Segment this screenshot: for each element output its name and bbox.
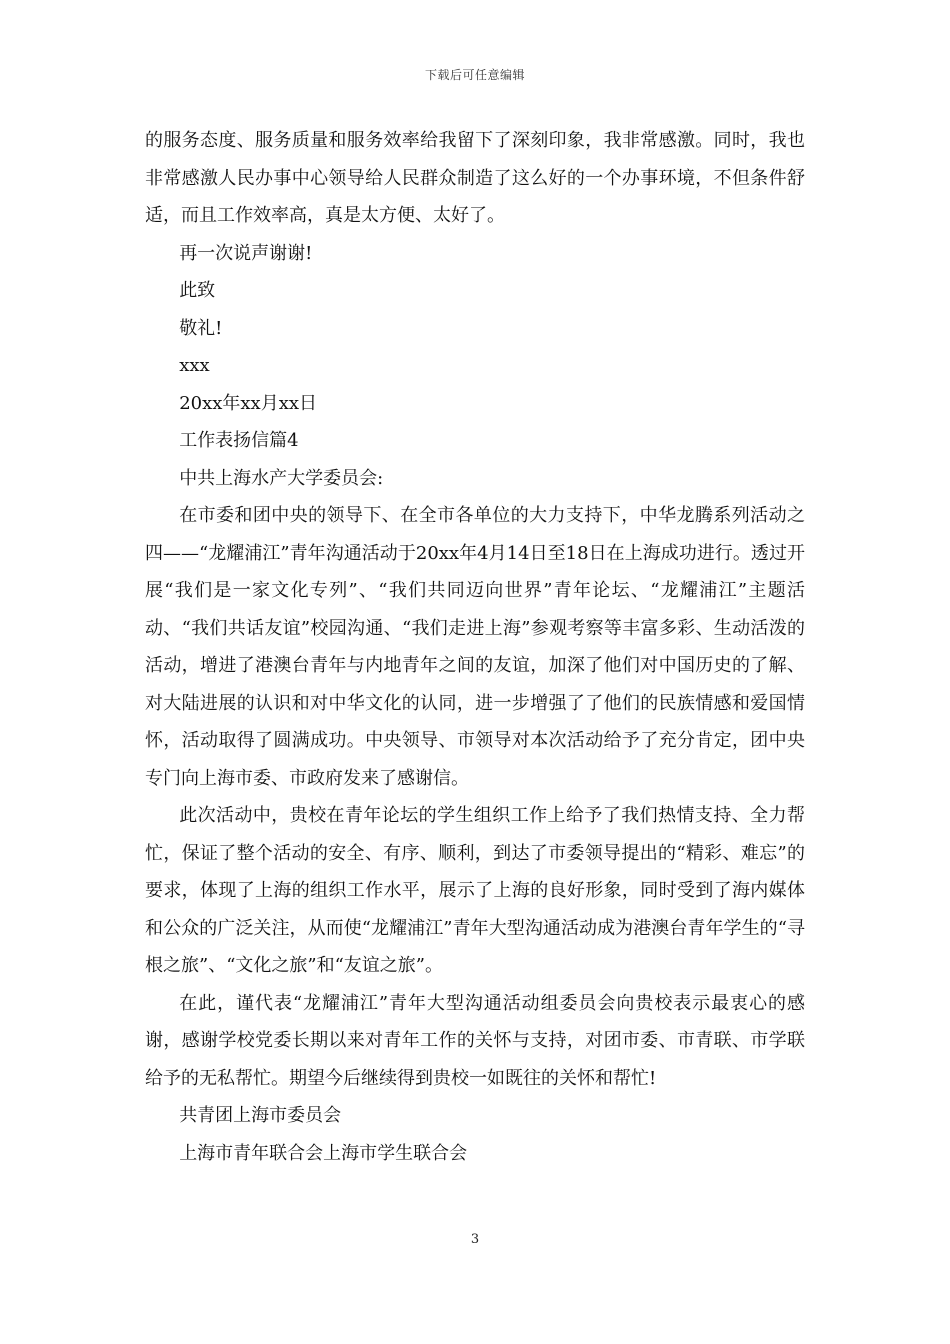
paragraph-gratitude: 在此，谨代表“龙耀浦江”青年大型沟通活动组委员会向贵校表示最衷心的感谢，感谢学校党委长期以来对青年工作的关怀与支持，对团市委、市青联、市学联给予的无私帮忙。期望今后继续得到贵校一如既往的关怀和帮忙!: [145, 992, 805, 1089]
sender-federations: 上海市青年联合会上海市学生联合会: [179, 1142, 468, 1164]
paragraph-event-summary: 在市委和团中央的领导下、在全市各单位的大力支持下，中华龙腾系列活动之四——“龙耀浦江”青年沟通活动于20xx年4月14日至18日在上海成功进行。透过开展“我们是一家文化专列”、“我们共同迈向世界”青年论坛、“龙耀浦江”主题活动、“我们共话友谊”校园沟通、“我们走进上海”参观考察等丰富多彩、生动活泼的活动，增进了港澳台青年与内地青年之间的友谊，加深了他们对中国历史的了解、对大陆进展的认识和对中华文化的认同，进一步增强了了他们的民族情感和爱国情怀，活动取得了圆满成功。中央领导、市领导对本次活动给予了充分肯定，团中央专门向上海市委、市政府发来了感谢信。: [145, 505, 805, 789]
salutation-jingli: 敬礼!: [179, 317, 223, 339]
paragraph-service-thanks: 的服务态度、服务质量和服务效率给我留下了深刻印象，我非常感激。同时，我也非常感激人民办事中心领导给人民群众制造了这么好的一个办事环境，不但条件舒适，而且工作效率高，真是太方便、太好了。: [145, 130, 805, 226]
salutation-zhizhi: 此致: [179, 280, 216, 301]
signature-name: xxx: [179, 355, 210, 376]
paragraph-school-support: 此次活动中，贵校在青年论坛的学生组织工作上给予了我们热情支持、全力帮忙，保证了整个活动的安全、有序、顺利，到达了市委领导提出的“精彩、难忘”的要求，体现了上海的组织工作水平，展示了上海的良好形象，同时受到了海内媒体和公众的广泛关注，从而使“龙耀浦江”青年大型沟通活动成为港澳台青年学生的“寻根之旅”、“文化之旅”和“友谊之旅”。: [145, 805, 805, 976]
sender-league-committee: 共青团上海市委员会: [179, 1105, 342, 1126]
page-number: 3: [470, 1232, 480, 1247]
page-header: 下载后可任意编辑: [424, 68, 525, 82]
paragraph-thanks-again: 再一次说声谢谢!: [179, 242, 313, 264]
section-title: 工作表扬信篇4: [179, 430, 299, 451]
letter-addressee: 中共上海水产大学委员会:: [179, 467, 384, 489]
signature-date: 20xx年xx月xx日: [179, 392, 317, 414]
document-body: [145, 122, 805, 1172]
